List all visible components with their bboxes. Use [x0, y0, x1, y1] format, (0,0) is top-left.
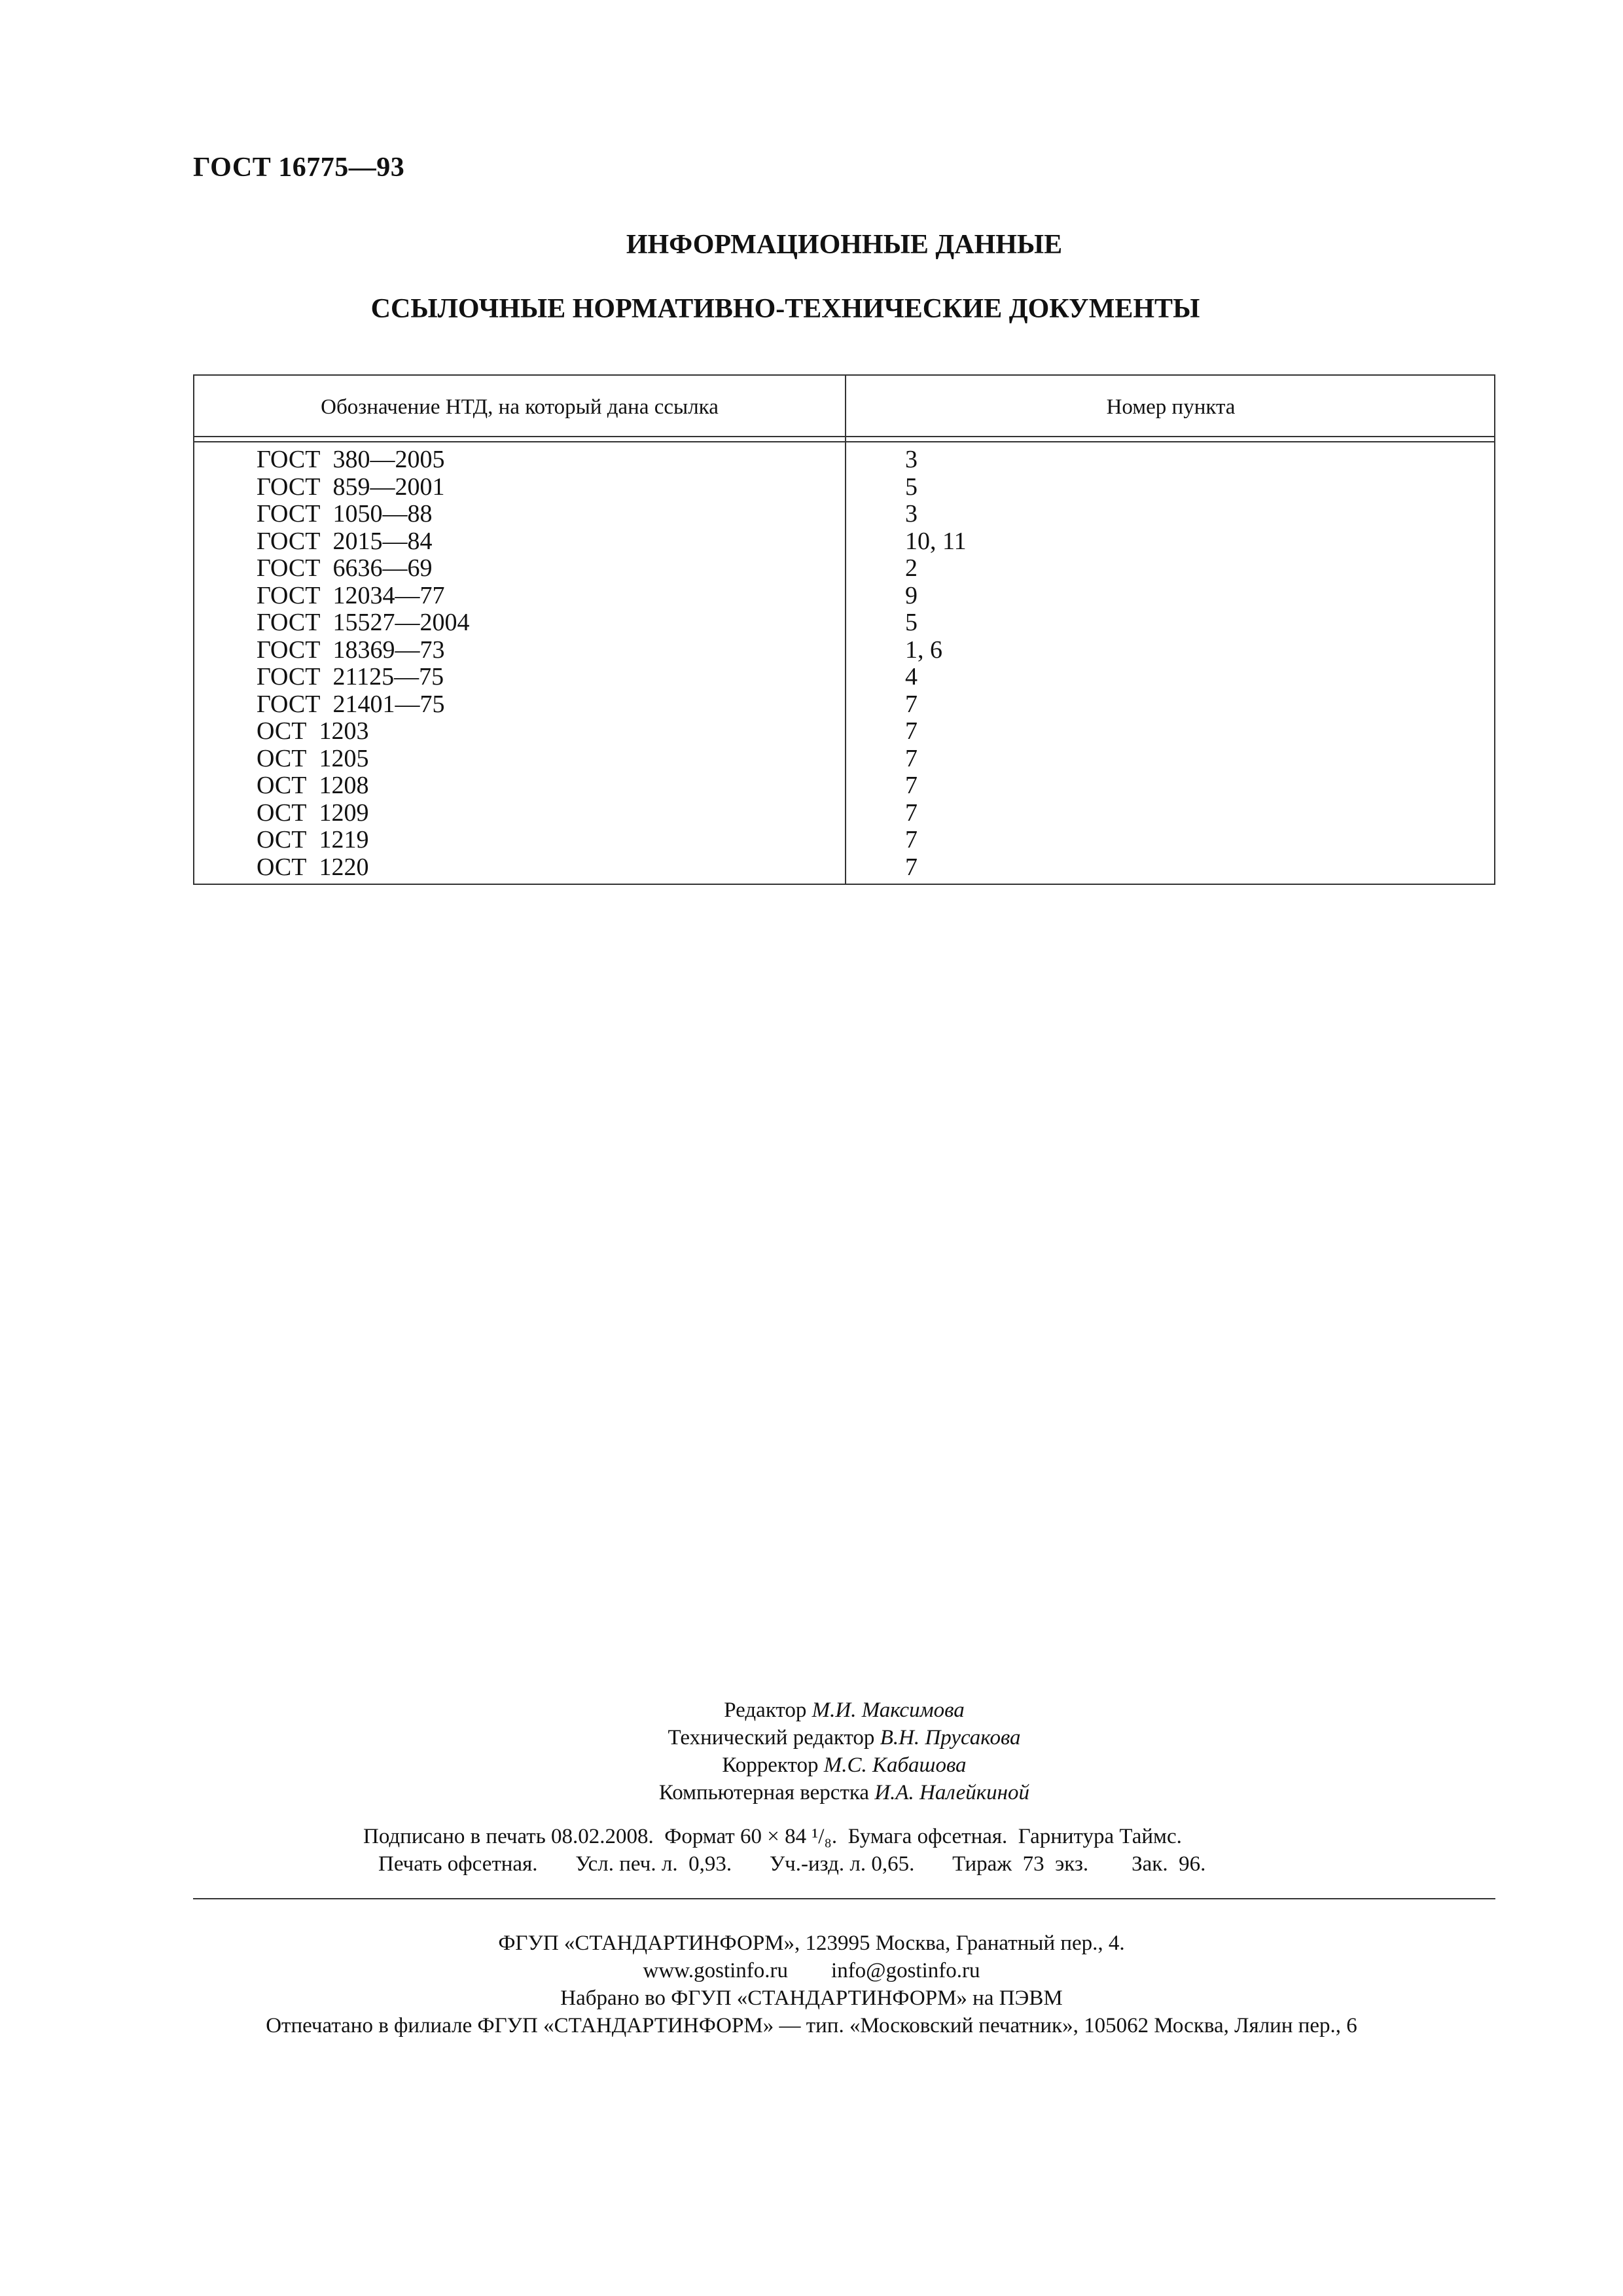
- table-header-rule: [194, 441, 1494, 442]
- credit-person: И.А. Налейкиной: [874, 1781, 1030, 1804]
- typeset-info: Набрано во ФГУП «СТАНДАРТИНФОРМ» на ПЭВМ: [560, 1986, 1063, 2010]
- table-header-rule: [194, 436, 1494, 437]
- document-designation: ГОСТ 2015—84: [257, 527, 433, 555]
- table-row: [194, 800, 1494, 827]
- document-designation: ГОСТ 21125—75: [257, 663, 444, 691]
- item-number: 7: [905, 717, 918, 745]
- table-header-item-number: Номер пункта: [1106, 395, 1236, 419]
- item-number: 7: [905, 744, 918, 772]
- document-designation: ГОСТ 6636—69: [257, 554, 433, 582]
- table-row: [194, 772, 1494, 800]
- credit-person: М.И. Максимова: [812, 1698, 965, 1722]
- publisher-address: ФГУП «СТАНДАРТИНФОРМ», 123995 Москва, Гранатный пер., 4.: [498, 1931, 1125, 1955]
- credit-role: Компьютерная верстка: [658, 1781, 870, 1804]
- item-number: 9: [905, 581, 918, 609]
- table-header-document: Обозначение НТД, на который дана ссылка: [321, 395, 719, 419]
- item-number: 5: [905, 609, 918, 636]
- heading-reference-documents: ССЫЛОЧНЫЕ НОРМАТИВНО-ТЕХНИЧЕСКИЕ ДОКУМЕНТЫ: [370, 294, 1200, 324]
- publisher-block: [0, 1929, 1623, 2039]
- publisher-web-contacts: www.gostinfo.ru info@gostinfo.ru: [643, 1959, 980, 1982]
- document-designation: ГОСТ 15527—2004: [257, 609, 470, 636]
- credit-line: [92, 1696, 1597, 1724]
- credit-role: Технический редактор: [668, 1726, 875, 1749]
- print-info-line: Печать офсетная. Усл. печ. л. 0,93. Уч.-изд. л. 0,65. Тираж 73 экз. Зак. 96.: [378, 1852, 1206, 1876]
- credits-block: [92, 1696, 1597, 1806]
- document-designation: ОСТ 1203: [257, 717, 369, 745]
- credit-person: В.Н. Прусакова: [880, 1726, 1021, 1749]
- table-row: [194, 664, 1494, 691]
- item-number: 3: [905, 500, 918, 528]
- item-number: 2: [905, 554, 918, 582]
- document-designation: ОСТ 1219: [257, 826, 369, 853]
- document-designation: ГОСТ 21401—75: [257, 690, 445, 718]
- document-designation: ГОСТ 859—2001: [257, 473, 445, 501]
- table-row: [194, 446, 1494, 474]
- document-designation: ОСТ 1205: [257, 744, 369, 772]
- credit-role: Редактор: [724, 1698, 807, 1722]
- table-row: [194, 501, 1494, 528]
- document-designation: ГОСТ 12034—77: [257, 581, 445, 609]
- imprint-separator: [193, 1898, 1495, 1899]
- credit-line: [92, 1779, 1597, 1806]
- item-number: 3: [905, 446, 918, 473]
- credit-person: М.С. Кабашова: [823, 1753, 967, 1777]
- table-row: [194, 474, 1494, 501]
- table-row: [194, 583, 1494, 610]
- credit-line: [92, 1724, 1597, 1751]
- table-row: [194, 528, 1494, 556]
- document-designation: ОСТ 1208: [257, 772, 369, 799]
- table-row: [194, 745, 1494, 773]
- item-number: 7: [905, 826, 918, 853]
- item-number: 7: [905, 853, 918, 881]
- credit-line: [92, 1751, 1597, 1779]
- item-number: 7: [905, 690, 918, 718]
- reference-documents-table: [193, 374, 1495, 885]
- document-designation: ГОСТ 1050—88: [257, 500, 433, 528]
- document-designation: ОСТ 1209: [257, 798, 369, 827]
- table-body: [194, 446, 1494, 881]
- document-designation: ГОСТ 380—2005: [257, 446, 445, 473]
- table-row: [194, 854, 1494, 882]
- table-row: [194, 609, 1494, 637]
- document-designation: ГОСТ 18369—73: [257, 636, 445, 664]
- item-number: 5: [905, 473, 918, 501]
- print-info-line: Подписано в печать 08.02.2008. Формат 60 × 84 ¹/₈. Бумага офсетная. Гарнитура Таймс.: [363, 1825, 1182, 1848]
- table-row: [194, 637, 1494, 664]
- document-code: ГОСТ 16775—93: [193, 152, 405, 183]
- credit-role: Корректор: [722, 1753, 819, 1777]
- table-row: [194, 718, 1494, 745]
- item-number: 7: [905, 772, 918, 799]
- item-number: 4: [905, 663, 918, 691]
- table-row: [194, 827, 1494, 854]
- item-number: 1, 6: [905, 636, 942, 664]
- table-row: [194, 691, 1494, 719]
- heading-information-data: ИНФОРМАЦИОННЫЕ ДАННЫЕ: [626, 230, 1063, 260]
- item-number: 10, 11: [905, 527, 967, 555]
- item-number: 7: [905, 798, 918, 827]
- printing-info: Отпечатано в филиале ФГУП «СТАНДАРТИНФОРМ» — тип. «Московский печатник», 105062 Москва, Лялин пер., 6: [266, 2014, 1357, 2037]
- table-row: [194, 555, 1494, 583]
- document-designation: ОСТ 1220: [257, 853, 369, 881]
